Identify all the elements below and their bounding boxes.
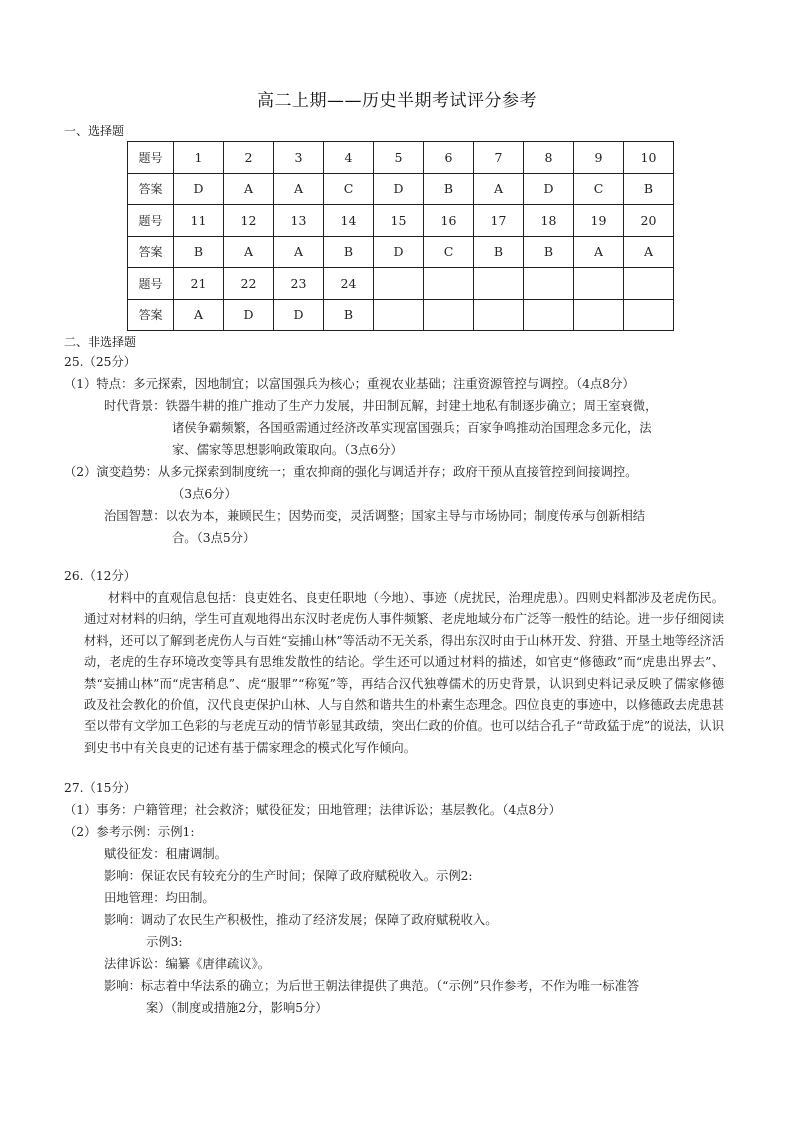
answer-cell: A xyxy=(224,236,274,268)
q27-example3-system: 法律诉讼：编纂《唐律疏议》。 xyxy=(104,957,271,971)
q25-part1-line1: （1）特点：多元探索，因地制宜；以富国强兵为核心；重视农业基础；注重资源管控与调控。（4点8分） xyxy=(64,377,635,391)
answer-table-row xyxy=(128,142,674,174)
answer-cell: 8 xyxy=(524,142,574,174)
answer-cell: 21 xyxy=(174,268,224,300)
answer-cell: D xyxy=(374,173,424,205)
q25-part2-line2: （3点6分） xyxy=(172,487,237,501)
answer-cell: 22 xyxy=(224,268,274,300)
answer-cell xyxy=(474,299,524,331)
answer-cell: D xyxy=(174,173,224,205)
answer-cell: D xyxy=(524,173,574,205)
answer-cell: A xyxy=(624,236,674,268)
answer-cell: A xyxy=(274,173,324,205)
q27-header: 27.（15分） xyxy=(64,781,137,795)
answer-cell: 13 xyxy=(274,205,324,237)
answer-cell: 10 xyxy=(624,142,674,174)
answer-cell: 15 xyxy=(374,205,424,237)
q27-example1-impact: 影响：保证农民有较充分的生产时间；保障了政府赋税收入。示例2: xyxy=(104,869,473,883)
q27-example3-impact: 影响：标志着中华法系的确立；为后世王朝法律提供了典范。（“示例”只作参考，不作为唯一标准答 xyxy=(104,979,640,993)
answer-cell: B xyxy=(474,236,524,268)
answer-cell: 16 xyxy=(424,205,474,237)
answer-table-row xyxy=(128,205,674,237)
answer-cell: A xyxy=(574,236,624,268)
answer-cell: B xyxy=(424,173,474,205)
q25-part2-line1: （2）演变趋势：从多元探索到制度统一；重农抑商的强化与调适并存；政府干预从直接管控到间接调控。 xyxy=(64,465,638,479)
answer-cell: 3 xyxy=(274,142,324,174)
answer-table-row xyxy=(128,268,674,300)
row-label: 答案 xyxy=(128,236,174,268)
answer-cell: 2 xyxy=(224,142,274,174)
answer-cell: A xyxy=(274,236,324,268)
q27-scoring-note: 案）（制度或措施2分，影响5分） xyxy=(146,1001,328,1015)
answer-cell xyxy=(574,268,624,300)
answer-cell: C xyxy=(574,173,624,205)
q27-example2-impact: 影响：调动了农民生产积极性，推动了经济发展；保障了政府赋税收入。 xyxy=(104,913,498,927)
section-multiple-choice-heading: 一、选择题 xyxy=(64,124,125,138)
row-label: 答案 xyxy=(128,299,174,331)
q25-part2-line4: 合。（3点5分） xyxy=(172,531,256,545)
answer-cell: B xyxy=(624,173,674,205)
page-title: 高二上期——历史半期考试评分参考 xyxy=(257,91,537,111)
answer-cell xyxy=(374,268,424,300)
answer-cell: 20 xyxy=(624,205,674,237)
row-label: 题号 xyxy=(128,268,174,300)
row-label: 题号 xyxy=(128,205,174,237)
answer-cell: A xyxy=(174,299,224,331)
answer-cell: 24 xyxy=(324,268,374,300)
answer-cell: 5 xyxy=(374,142,424,174)
answer-cell: B xyxy=(324,299,374,331)
answer-cell: D xyxy=(274,299,324,331)
q25-part1-line4: 家、儒家等思想影响政策取向。（3点6分） xyxy=(172,443,403,457)
answer-table xyxy=(127,141,674,331)
answer-cell xyxy=(624,299,674,331)
q27-part2-intro: （2）参考示例：示例1: xyxy=(64,825,195,839)
answer-cell: 23 xyxy=(274,268,324,300)
answer-cell: 17 xyxy=(474,205,524,237)
answer-cell: D xyxy=(224,299,274,331)
q27-example2-system: 田地管理：均田制。 xyxy=(104,891,215,905)
answer-table-row xyxy=(128,173,674,205)
answer-table-row xyxy=(128,236,674,268)
q26-body: 材料中的直观信息包括：良吏姓名、良吏任职地（今地）、事迹（虎扰民，治理虎患）。四则史料都涉及老虎伤民。通过对材料的归纳，学生可直观地得出东汉时老虎伤人事件频繁、老虎地域分布广泛等一般性的结论。进一步仔细阅读材料，还可以了解到老虎伤人与百姓“妄捕山林”等活动不无关系，得出东汉时由于山林开发、狩猎、开垦土地等经济活动，老虎的生存环境改变等具有思维发散性的结论。学生还可以通过材料的描述，如官吏“修德政”而“虎患出界去”、禁“妄捕山林”而“虎害稍息”、虎“服罪”“称冤”等，再结合汉代独尊儒术的历史背景，认识到史料记录反映了儒家修德政及社会教化的价值，汉代良吏保护山林、人与自然和谐共生的朴素生态理念。四位良吏的事迹中，以修德政去虎患甚至以带有文学加工色彩的与老虎互动的情节彰显其政绩，突出仁政的价值。也可以结合孔子“苛政猛于虎”的说法，认识到史书中有关良吏的记述有基于儒家理念的模式化写作倾向。 xyxy=(84,591,724,755)
q26-header: 26.（12分） xyxy=(64,569,137,583)
row-label: 答案 xyxy=(128,173,174,205)
answer-table-row xyxy=(128,299,674,331)
answer-cell: 18 xyxy=(524,205,574,237)
q25-part1-line3: 诸侯争霸频繁，各国亟需通过经济改革实现富国强兵；百家争鸣推动治国理念多元化，法 xyxy=(172,421,652,435)
answer-cell: B xyxy=(324,236,374,268)
q27-example3-label: 示例3: xyxy=(146,935,183,949)
answer-cell: 6 xyxy=(424,142,474,174)
answer-cell: 7 xyxy=(474,142,524,174)
answer-cell: C xyxy=(324,173,374,205)
q27-example1-system: 赋役征发：租庸调制。 xyxy=(104,847,227,861)
answer-cell xyxy=(474,268,524,300)
answer-cell xyxy=(624,268,674,300)
answer-cell: B xyxy=(524,236,574,268)
answer-cell: D xyxy=(374,236,424,268)
answer-cell: 19 xyxy=(574,205,624,237)
answer-cell: 9 xyxy=(574,142,624,174)
answer-cell: 11 xyxy=(174,205,224,237)
q25-part2-line3: 治国智慧：以农为本，兼顾民生；因势而变，灵活调整；国家主导与市场协同；制度传承与创新相结 xyxy=(104,509,646,523)
answer-cell xyxy=(524,268,574,300)
answer-cell: 12 xyxy=(224,205,274,237)
answer-cell: 1 xyxy=(174,142,224,174)
answer-cell: B xyxy=(174,236,224,268)
answer-cell xyxy=(424,268,474,300)
section-free-response-heading: 二、非选择题 xyxy=(64,335,137,349)
answer-cell: A xyxy=(474,173,524,205)
answer-cell xyxy=(574,299,624,331)
answer-cell xyxy=(374,299,424,331)
answer-cell: C xyxy=(424,236,474,268)
answer-cell: 4 xyxy=(324,142,374,174)
answer-cell xyxy=(424,299,474,331)
row-label: 题号 xyxy=(128,142,174,174)
answer-cell: A xyxy=(224,173,274,205)
q25-part1-line2: 时代背景：铁器牛耕的推广推动了生产力发展，井田制瓦解，封建土地私有制逐步确立；周王室衰微， xyxy=(104,399,658,413)
q27-part1: （1）事务：户籍管理；社会救济；赋役征发；田地管理；法律诉讼；基层教化。（4点8分） xyxy=(64,803,561,817)
q25-header: 25.（25分） xyxy=(64,355,137,369)
answer-cell xyxy=(524,299,574,331)
answer-cell: 14 xyxy=(324,205,374,237)
